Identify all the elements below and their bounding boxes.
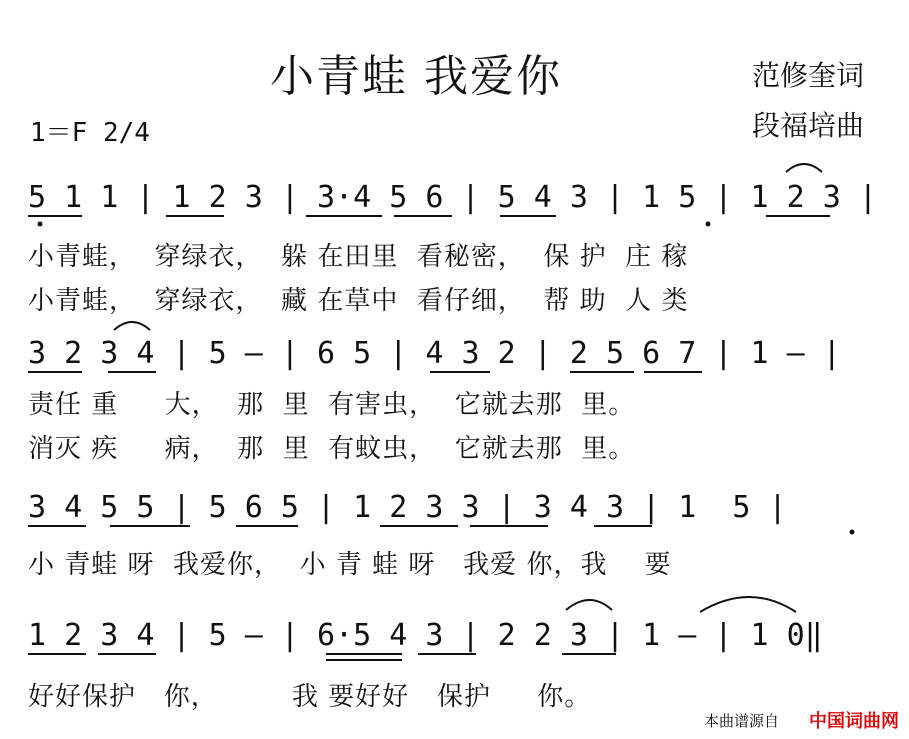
octave-dot (706, 222, 711, 227)
tie-arc (786, 164, 822, 172)
composer-credit: 段福培曲 (752, 109, 865, 142)
key-signature: 1＝F 2/4 (30, 118, 150, 148)
song-title: 小青蛙 我爱你 (270, 51, 562, 102)
source-label: 本曲谱源自 (703, 712, 779, 730)
lyric-line: 小青蛙， 穿绿衣， 藏 在草中 看仔细， 帮 助 人 类 (28, 286, 689, 316)
lyric-line: 消灭 疾 病， 那 里 有蚊虫， 它就去那 里。 (28, 434, 636, 464)
tie-arc (114, 322, 150, 330)
lyric-line: 小 青蛙 呀 我爱你， 小 青 蛙 呀 我爱 你，我 要 (28, 550, 672, 580)
site-label: 中国词曲网 (809, 711, 899, 732)
notation-row: 1 2 3 4 | 5 — | 6·5 4 3 | 2 2 3 | 1 — | 1 0‖ (28, 618, 823, 653)
notation-row: 3 2 3 4 | 5 — | 6 5 | 4 3 2 | 2 5 6 7 | 1 — | (28, 336, 841, 371)
notation-row: 3 4 5 5 | 5 6 5 | 1 2 3 3 | 3 4 3 | 1 5 | (28, 490, 787, 525)
lyric-line: 小青蛙， 穿绿衣， 躲 在田里 看秘密， 保 护 庄 稼 (28, 242, 689, 272)
tie-arc (566, 600, 612, 610)
octave-dot (38, 222, 43, 227)
notation-row: 5 1 1 | 1 2 3 | 3·4 5 6 | 5 4 3 | 1 5 | 1 2 3 | (28, 180, 877, 215)
lyricist-credit: 范修奎词 (752, 59, 865, 92)
octave-dot (850, 530, 855, 535)
tie-arc (700, 597, 796, 612)
lyric-line: 责任 重 大， 那 里 有害虫， 它就去那 里。 (28, 390, 636, 420)
lyric-line: 好好保护 你， 我 要好好 保护 你。 (28, 682, 592, 712)
